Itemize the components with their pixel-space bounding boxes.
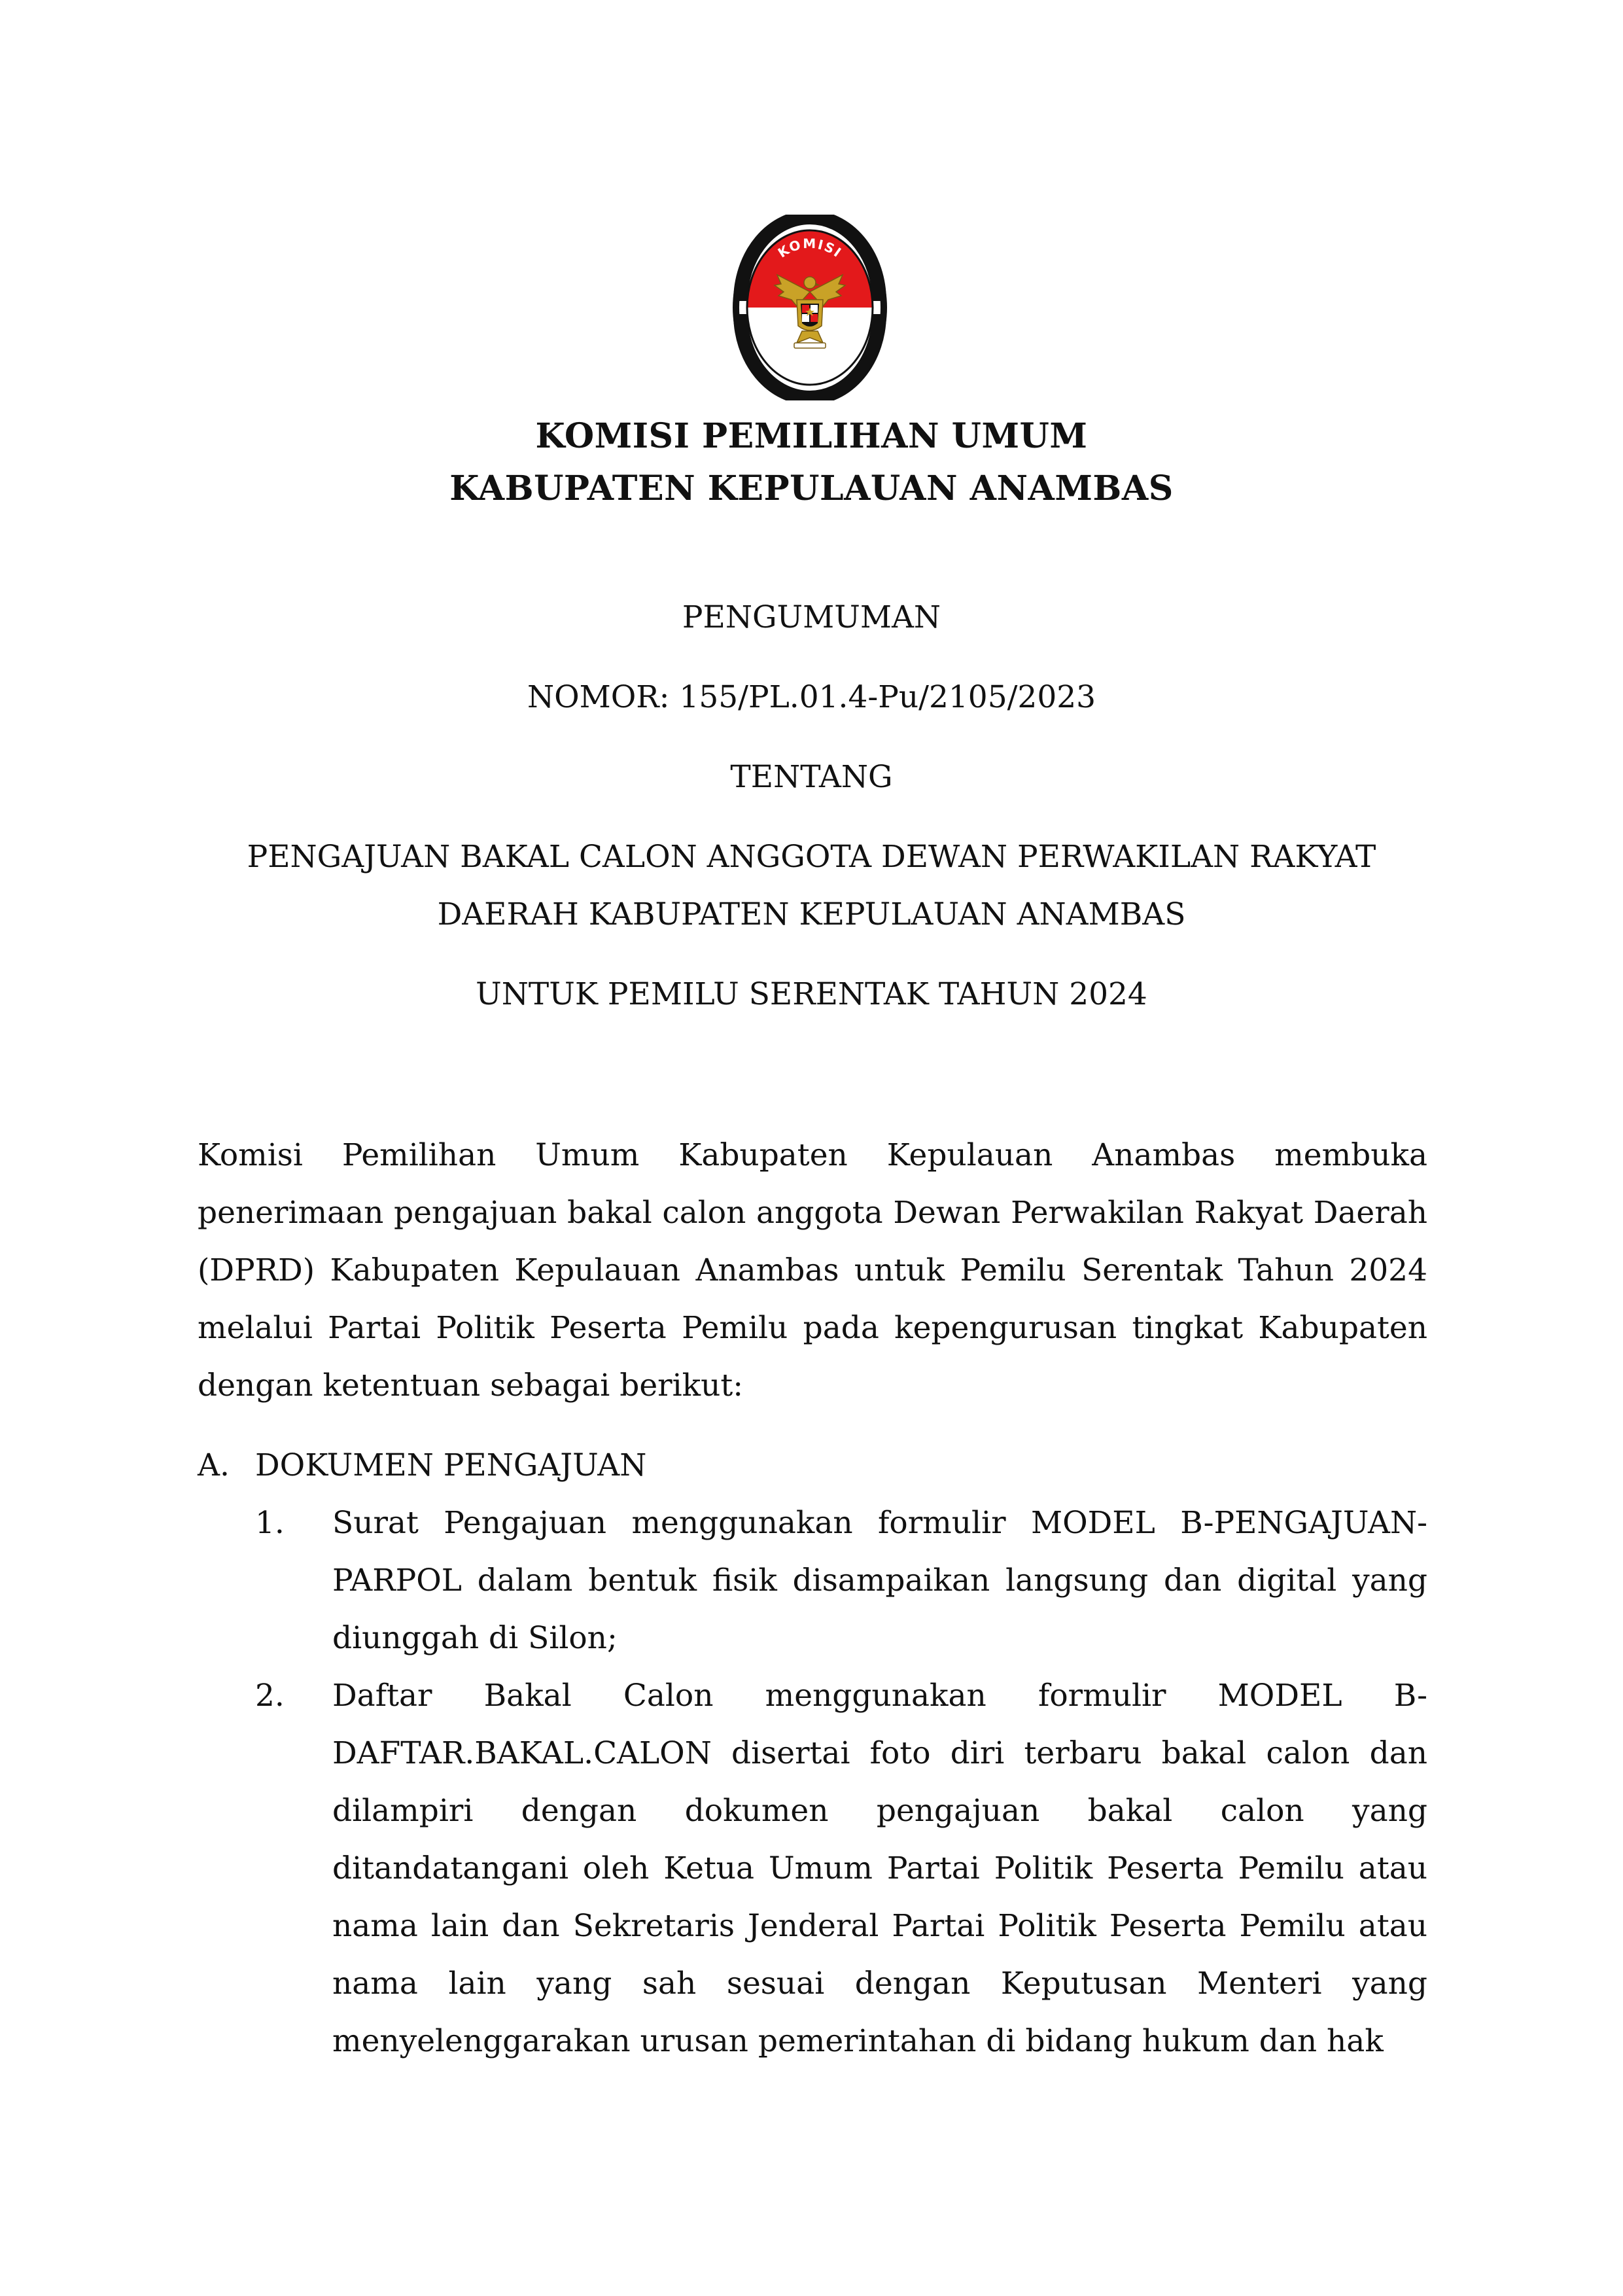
org-name-line2: KABUPATEN KEPULAUAN ANAMBAS bbox=[449, 468, 1174, 508]
list-item-number: 1. bbox=[255, 1505, 285, 1541]
section-a-letter: A. bbox=[198, 1447, 230, 1483]
kpu-emblem-graphic bbox=[731, 215, 888, 400]
section-a-heading bbox=[198, 1437, 646, 1494]
doc-number: NOMOR: 155/PL.01.4-Pu/2105/2023 bbox=[527, 679, 1096, 715]
doc-subject-line1: PENGAJUAN BAKAL CALON ANGGOTA DEWAN PERWAKILAN RAKYAT bbox=[247, 839, 1376, 875]
intro-paragraph: Komisi Pemilihan Umum Kabupaten Kepulauan Anambas membuka penerimaan pengajuan bakal calon anggota Dewan Perwakilan Rakyat Daerah (DPRD) Kabupaten Kepulauan Anambas untuk Pemilu Serentak Tahun 2024 melalui Partai Politik Peserta Pemilu pada kepengurusan tingkat Kabupaten dengan ketentuan sebagai berikut: bbox=[198, 1137, 1427, 1404]
section-a-title: DOKUMEN PENGAJUAN bbox=[255, 1447, 647, 1483]
logo-text-bottom: PEMILIHAN UMUM bbox=[759, 325, 861, 370]
org-name-line1: KOMISI PEMILIHAN UMUM bbox=[535, 416, 1088, 456]
doc-type-title: PENGUMUMAN bbox=[682, 599, 941, 635]
list-item-text: Surat Pengajuan menggunakan formulir MODEL B-PENGAJUAN-PARPOL dalam bentuk fisik disampaikan langsung dan digital yang diunggah di Silon; bbox=[332, 1505, 1427, 1656]
doc-about-label: TENTANG bbox=[730, 759, 893, 795]
doc-subject-line2: DAERAH KABUPATEN KEPULAUAN ANAMBAS bbox=[437, 896, 1186, 932]
doc-subject-purpose: UNTUK PEMILU SERENTAK TAHUN 2024 bbox=[476, 976, 1147, 1012]
list-item bbox=[255, 1494, 1427, 1667]
list-item bbox=[255, 1667, 1427, 2070]
kpu-logo bbox=[731, 215, 888, 400]
list-item-text: Daftar Bakal Calon menggunakan formulir MODEL B-DAFTAR.BAKAL.CALON disertai foto diri terbaru bakal calon dan dilampiri dengan dokumen pengajuan bakal calon yang ditandatangani oleh Ketua Umum Partai Politik Peserta Pemilu atau nama lain dan Sekretaris Jenderal Partai Politik Peserta Pemilu atau nama lain yang sah sesuai dengan Keputusan Menteri yang menyelenggarakan urusan pemerintahan di bidang hukum dan hak bbox=[332, 1678, 1427, 2059]
list-item-number: 2. bbox=[255, 1678, 285, 1714]
logo-text-top: KOMISI bbox=[775, 236, 845, 261]
